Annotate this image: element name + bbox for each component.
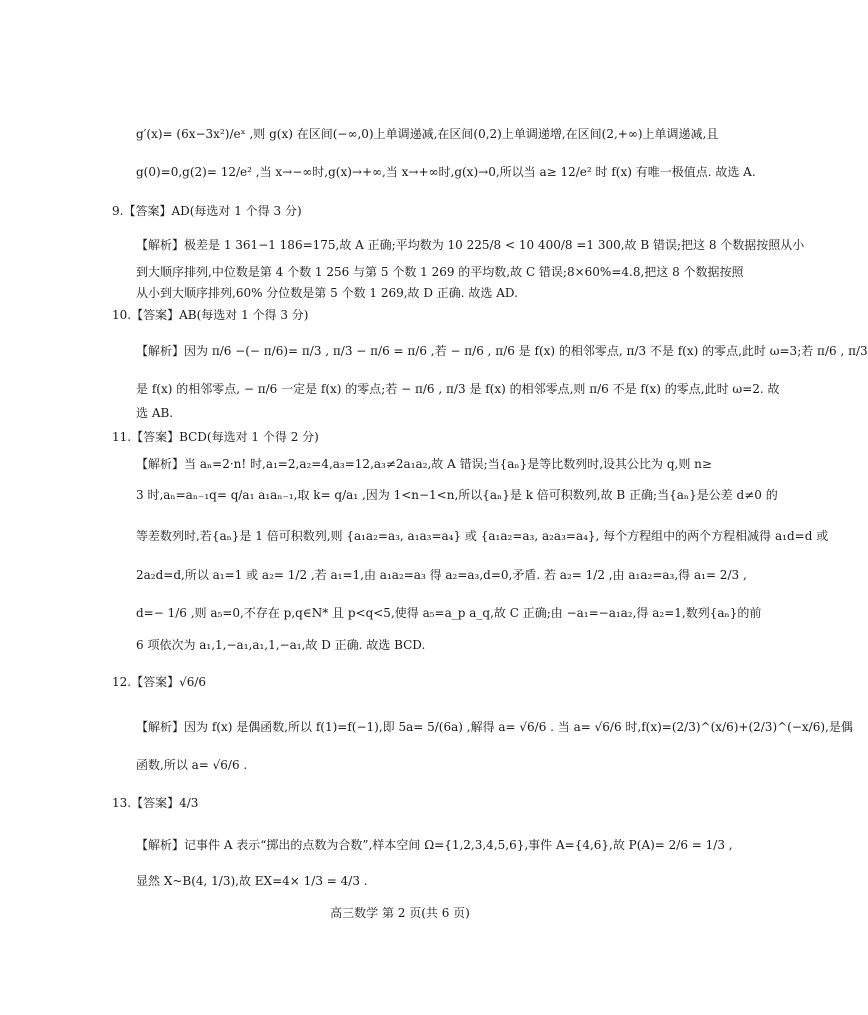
text-line: 【解析】极差是 1 361−1 186=175,故 A 正确;平均数为 10 225/8 < 10 400/8 =1 300,故 B 错误;把这 8 个数据按照从小 — [136, 238, 805, 252]
answer-heading: 10.【答案】AB(每选对 1 个得 3 分) — [112, 308, 309, 322]
answer-heading: 12.【答案】√6/6 — [112, 675, 207, 689]
text-line: 等差数列时,若{aₙ}是 1 倍可积数列,则 {a₁a₂=a₃, a₁a₃=a₄} 或 {a₁a₂=a₃, a₂a₃=a₄}, 每个方程组中的两个方程相减得 a₁d=d 或 — [136, 529, 829, 543]
page-footer: 高三数学 第 2 页(共 6 页) — [330, 906, 470, 920]
text-line: 【解析】记事件 A 表示“掷出的点数为合数”,样本空间 Ω={1,2,3,4,5,6},事件 A={4,6},故 P(A)= 2/6 = 1/3 , — [136, 838, 733, 852]
text-line: 【解析】因为 f(x) 是偶函数,所以 f(1)=f(−1),即 5a= 5/(6a) ,解得 a= √6/6 . 当 a= √6/6 时,f(x)=(2/3)^(x/6)+(2/3)^(−x/6),是偶 — [136, 720, 853, 734]
text-line: 2a₂d=d,所以 a₁=1 或 a₂= 1/2 ,若 a₁=1,由 a₁a₂=a₃ 得 a₂=a₃,d=0,矛盾. 若 a₂= 1/2 ,由 a₁a₂=a₃,得 a₁= 2/3 , — [136, 568, 747, 582]
text-line: 是 f(x) 的相邻零点, − π/6 一定是 f(x) 的零点;若 − π/6 , π/3 是 f(x) 的相邻零点,则 π/6 不是 f(x) 的零点,此时 ω=2. 故 — [136, 382, 780, 396]
text-line: 从小到大顺序排列,60% 分位数是第 5 个数 1 269,故 D 正确. 故选 AD. — [136, 286, 518, 300]
text-line: g(0)=0,g(2)= 12/e² ,当 x→−∞时,g(x)→+∞,当 x→+∞时,g(x)→0,所以当 a≥ 12/e² 时 f(x) 有唯一极值点. 故选 A. — [136, 165, 756, 179]
text-line: 【解析】当 aₙ=2·n! 时,a₁=2,a₂=4,a₃=12,a₃≠2a₁a₂,故 A 错误;当{aₙ}是等比数列时,设其公比为 q,则 n≥ — [136, 457, 712, 471]
text-line: 选 AB. — [136, 406, 174, 420]
text-line: 3 时,aₙ=aₙ₋₁q= q/a₁ a₁aₙ₋₁,取 k= q/a₁ ,因为 1<n−1<n,所以{aₙ}是 k 倍可积数列,故 B 正确;当{aₙ}是公差 d≠0 的 — [136, 488, 778, 502]
answer-heading: 9.【答案】AD(每选对 1 个得 3 分) — [112, 204, 302, 218]
text-line: 到大顺序排列,中位数是第 4 个数 1 256 与第 5 个数 1 269 的平均数,故 C 错误;8×60%=4.8,把这 8 个数据按照 — [136, 265, 744, 279]
text-line: d=− 1/6 ,则 a₅=0,不存在 p,q∈N* 且 p<q<5,使得 a₅=a_p a_q,故 C 正确;由 −a₁=−a₁a₂,得 a₂=1,数列{aₙ}的前 — [136, 606, 762, 620]
text-line: g′(x)= (6x−3x²)/eˣ ,则 g(x) 在区间(−∞,0)上单调递减,在区间(0,2)上单调递增,在区间(2,+∞)上单调递减,且 — [136, 127, 719, 141]
text-line: 显然 X~B(4, 1/3),故 EX=4× 1/3 = 4/3 . — [136, 874, 368, 888]
answer-heading: 13.【答案】4/3 — [112, 796, 199, 810]
text-line: 【解析】因为 π/6 −(− π/6)= π/3 , π/3 − π/6 = π/6 ,若 − π/6 , π/6 是 f(x) 的相邻零点, π/3 不是 f(x) 的零点,此时 ω=3;若 π/6 , π/3 — [136, 344, 868, 358]
text-line: 6 项依次为 a₁,1,−a₁,a₁,1,−a₁,故 D 正确. 故选 BCD. — [136, 638, 426, 652]
answer-heading: 11.【答案】BCD(每选对 1 个得 2 分) — [112, 430, 319, 444]
text-line: 函数,所以 a= √6/6 . — [136, 758, 248, 772]
